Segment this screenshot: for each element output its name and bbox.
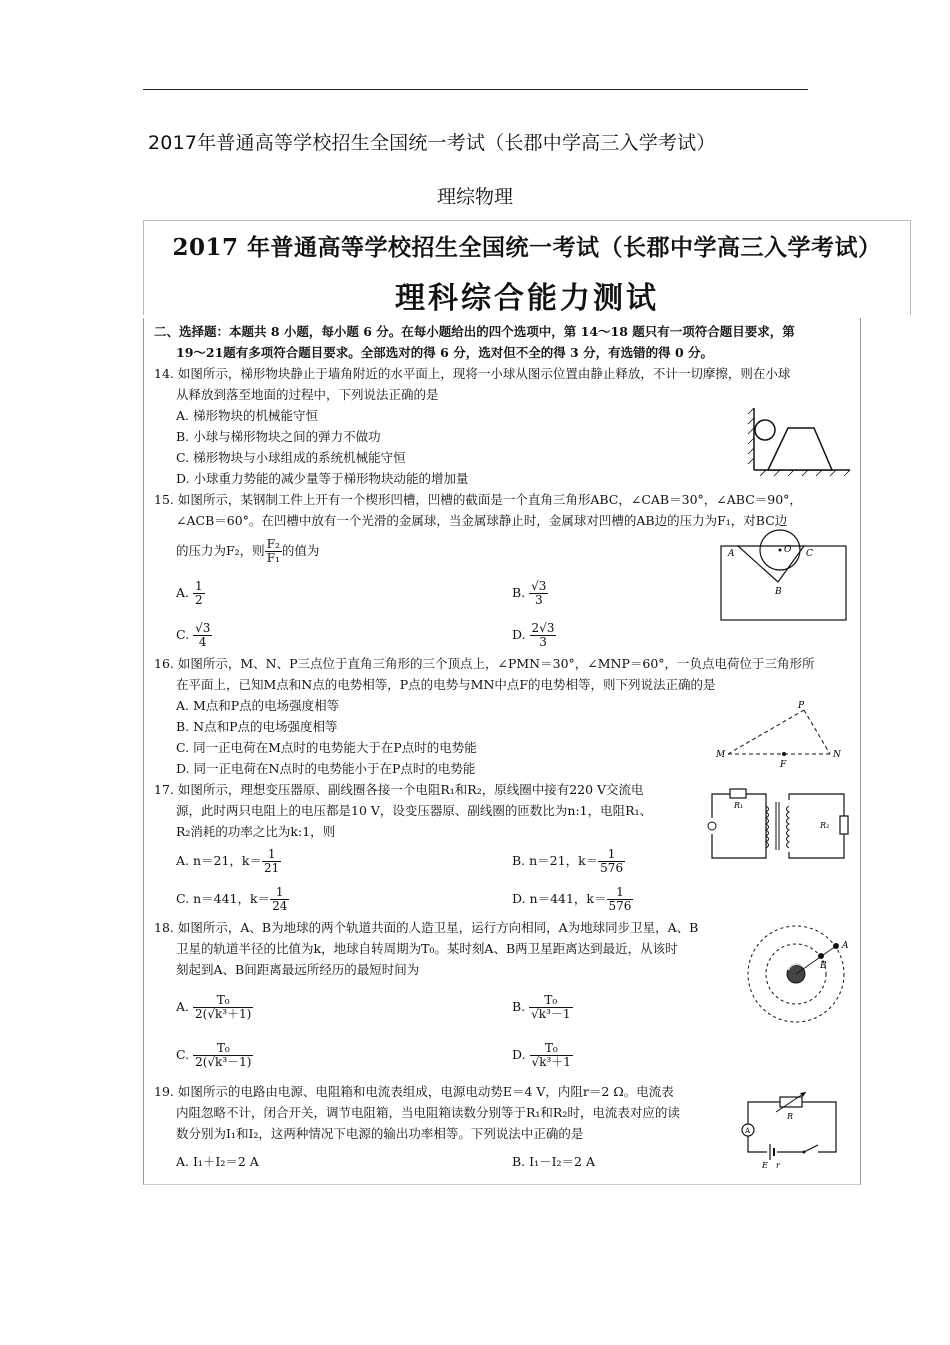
exam-page-scan — [143, 318, 861, 1185]
q19-label-r-internal: r — [776, 1161, 780, 1170]
q18-option-c: C. $\frac{\text{T₀}}{\text{2(√k³－1)}}$ — [176, 1041, 252, 1069]
q19-label-e: E — [762, 1161, 768, 1170]
q18-stem-1: 18. 如图所示，A、B为地球的两个轨道共面的人造卫星，运行方向相同，A为地球同步卫星，A、B — [154, 920, 699, 935]
q16-stem-1: 16. 如图所示，M、N、P三点位于直角三角形的三个顶点上，∠PMN＝30°，∠MNP＝60°，一负点电荷位于三角形所 — [154, 656, 815, 671]
q17-option-b: B. n＝21，k＝ $\frac{1}{576}$ — [512, 847, 624, 875]
q16-label-n: N — [833, 750, 841, 760]
q18-stem-2: 卫星的轨道半径的比值为k，地球自转周期为T₀。某时刻A、B两卫星距离达到最近，从该时 — [176, 941, 678, 956]
q15-label-o: O — [784, 545, 792, 555]
document-title: 2017年普通高等学校招生全国统一考试（长郡中学高三入学考试） — [148, 132, 716, 154]
q14-trapezoid-figure — [744, 404, 854, 476]
q16-label-f: F — [780, 760, 787, 770]
q19-circuit-figure — [736, 1088, 854, 1170]
q19-option-b: B. I₁－I₂＝2 A — [512, 1154, 595, 1169]
q16-option-d: D. 同一正电荷在N点时的电势能小于在P点时的电势能 — [176, 761, 476, 776]
q18-option-a: A. $\frac{\text{T₀}}{\text{2(√k³＋1)}}$ — [176, 993, 252, 1021]
q15-label-b: B — [775, 587, 782, 597]
q16-stem-2: 在平面上，已知M点和N点的电势相等，P点的电势与MN中点F的电势相等，则下列说法正确的是 — [176, 677, 716, 692]
q15-label-a: A — [728, 549, 735, 559]
q19-stem-1: 19. 如图所示的电路由电源、电阻箱和电流表组成，电源电动势E＝4 V，内阻r＝2 Ω。电流表 — [154, 1084, 674, 1099]
exam-banner — [143, 220, 911, 315]
section-instruction-2: 19～21题有多项符合题目要求。全部选对的得 6 分，选对但不全的得 3 分，有选错的得 0 分。 — [176, 345, 713, 360]
q17-stem-2: 源，此时两只电阻上的电压都是10 V，设变压器原、副线圈的匝数比为n:1，电阻R₁、 — [176, 803, 653, 818]
q14-option-a: A. 梯形物块的机械能守恒 — [176, 408, 318, 423]
q18-label-b: B — [820, 961, 827, 971]
q14-option-c: C. 梯形物块与小球组成的系统机械能守恒 — [176, 450, 406, 465]
q15-option-a: A. $\frac{1}{2}$ — [176, 579, 203, 607]
q19-stem-3: 数分别为I₁和I₂，这两种情况下电源的输出功率相等。下列说法中正确的是 — [176, 1126, 584, 1141]
q18-label-a: A — [842, 941, 849, 951]
q15-option-b: B. $\frac{√3}{3}$ — [512, 579, 547, 607]
q17-label-r2: R₂ — [820, 821, 830, 830]
banner-subtitle: 理科综合能力测试 — [395, 281, 659, 316]
q15-groove-figure — [720, 530, 848, 622]
q16-triangle-figure — [714, 700, 854, 772]
q19-option-a: A. I₁＋I₂＝2 A — [176, 1154, 259, 1169]
q15-ratio-fraction: $\frac{\text{F₂}}{\text{F₁}}$ — [266, 537, 280, 565]
q17-option-d: D. n＝441，k＝ $\frac{1}{576}$ — [512, 885, 632, 913]
q19-stem-2: 内阻忽略不计，闭合开关，调节电阻箱，当电阻箱读数分别等于R₁和R₂时，电流表对应的读 — [176, 1105, 680, 1120]
q15-stem-3 — [176, 538, 319, 565]
q17-option-c: C. n＝441，k＝ $\frac{1}{24}$ — [176, 885, 288, 913]
q15-label-c: C — [806, 549, 813, 559]
header-rule — [143, 89, 808, 90]
q15-stem-2: ∠ACB＝60°。在凹槽中放有一个光滑的金属球，当金属球静止时，金属球对凹槽的AB边的压力为F₁，对BC边 — [176, 513, 788, 528]
q16-option-a: A. M点和P点的电场强度相等 — [176, 698, 340, 713]
q18-orbit-figure — [744, 918, 854, 1028]
document-subtitle: 理综物理 — [436, 186, 513, 208]
q17-transformer-figure — [706, 788, 856, 864]
q17-label-r1: R₁ — [734, 801, 744, 810]
q18-option-d: D. $\frac{\text{T₀}}{\text{√k³＋1}}$ — [512, 1041, 571, 1069]
q16-label-p: P — [798, 701, 805, 711]
banner-title: 2017 年普通高等学校招生全国统一考试（长郡中学高三入学考试） — [172, 234, 882, 261]
q17-stem-1: 17. 如图所示，理想变压器原、副线圈各接一个电阻R₁和R₂，原线圈中接有220 V交流电 — [154, 782, 644, 797]
q15-stem-1: 15. 如图所示，某钢制工件上开有一个楔形凹槽，凹槽的截面是一个直角三角形ABC，∠CAB＝30°，∠ABC＝90°， — [154, 492, 802, 507]
q14-stem-2: 从释放到落至地面的过程中，下列说法正确的是 — [176, 387, 439, 402]
q19-ammeter-label: A — [745, 1127, 751, 1135]
q17-stem-3: R₂消耗的功率之比为k:1，则 — [176, 824, 336, 839]
q18-option-b: B. $\frac{\text{T₀}}{\text{√k³－1}}$ — [512, 993, 571, 1021]
q14-option-b: B. 小球与梯形物块之间的弹力不做功 — [176, 429, 381, 444]
q14-option-d: D. 小球重力势能的减少量等于梯形物块动能的增加量 — [176, 471, 469, 486]
section-instruction-1: 二、选择题：本题共 8 小题，每小题 6 分。在每小题给出的四个选项中，第 14～18 题只有一项符合题目要求，第 — [154, 324, 795, 339]
q15-stem-3-tail: 的值为 — [281, 543, 320, 558]
q14-stem-1: 14. 如图所示，梯形物块静止于墙角附近的水平面上，现将一小球从图示位置由静止释放，不计一切摩擦，则在小球 — [154, 366, 791, 381]
q18-stem-3: 刻起到A、B间距离最远所经历的最短时间为 — [176, 962, 420, 977]
q15-option-d: D. $\frac{2√3}{3}$ — [512, 621, 555, 649]
q15-stem-3-text: 的压力为F₂，则 — [176, 543, 265, 558]
q16-option-b: B. N点和P点的电场强度相等 — [176, 719, 338, 734]
q16-option-c: C. 同一正电荷在M点时的电势能大于在P点时的电势能 — [176, 740, 477, 755]
q17-option-a: A. n＝21，k＝ $\frac{1}{21}$ — [176, 847, 280, 875]
q15-option-c: C. $\frac{√3}{4}$ — [176, 621, 211, 649]
q19-label-r: R — [787, 1112, 794, 1121]
q16-label-m: M — [716, 750, 726, 760]
